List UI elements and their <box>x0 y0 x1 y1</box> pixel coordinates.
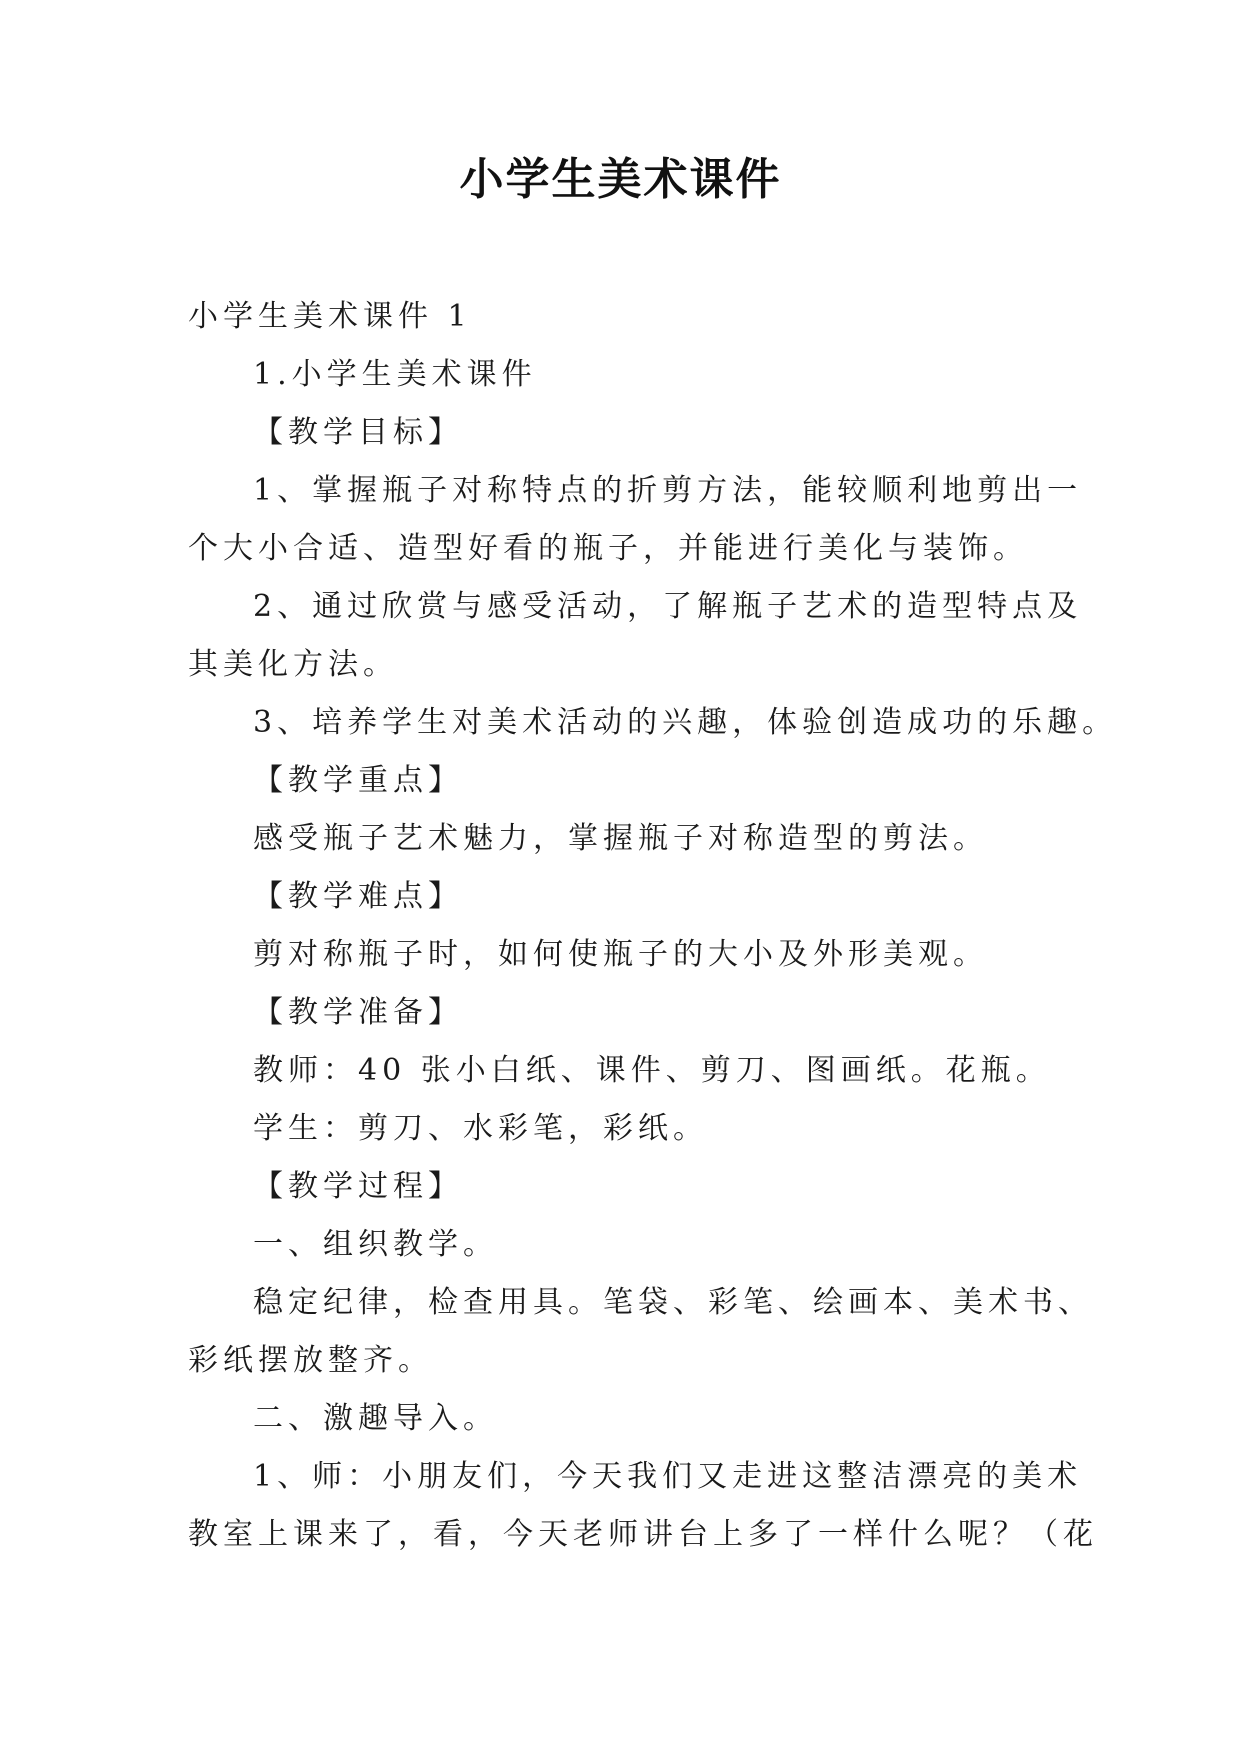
section-heading: 小学生美术课件 1 <box>188 299 472 334</box>
paragraph-line: 一、组织教学。 <box>253 1227 498 1262</box>
paragraph-line: 3、培养学生对美术活动的兴趣，体验创造成功的乐趣。 <box>253 705 1118 740</box>
bracket-heading-objectives: 【教学目标】 <box>253 415 463 450</box>
paragraph-line: 2、通过欣赏与感受活动，了解瓶子艺术的造型特点及 <box>253 589 1083 624</box>
bracket-heading-process: 【教学过程】 <box>253 1169 463 1204</box>
paragraph-line: 教师：40 张小白纸、课件、剪刀、图画纸。花瓶。 <box>253 1053 1051 1088</box>
bracket-heading-difficulties: 【教学难点】 <box>253 879 463 914</box>
paragraph-line: 二、激趣导入。 <box>253 1401 498 1436</box>
bracket-heading-key-points: 【教学重点】 <box>253 763 463 798</box>
paragraph-line: 学生：剪刀、水彩笔，彩纸。 <box>253 1111 708 1146</box>
bracket-heading-preparation: 【教学准备】 <box>253 995 463 1030</box>
paragraph-line: 其美化方法。 <box>188 647 398 682</box>
document-body <box>188 288 1118 1564</box>
paragraph-line: 教室上课来了，看，今天老师讲台上多了一样什么呢？（花 <box>188 1517 1098 1552</box>
paragraph-line: 感受瓶子艺术魅力，掌握瓶子对称造型的剪法。 <box>253 821 988 856</box>
paragraph-line: 个大小合适、造型好看的瓶子，并能进行美化与装饰。 <box>188 531 1028 566</box>
subsection-heading: 1.小学生美术课件 <box>253 357 537 392</box>
paragraph-line: 稳定纪律，检查用具。笔袋、彩笔、绘画本、美术书、 <box>253 1285 1093 1320</box>
paragraph-line: 剪对称瓶子时，如何使瓶子的大小及外形美观。 <box>253 937 988 972</box>
paragraph-line: 1、师：小朋友们，今天我们又走进这整洁漂亮的美术 <box>253 1459 1083 1494</box>
document-title: 小学生美术课件 <box>459 154 782 205</box>
paragraph-line: 1、掌握瓶子对称特点的折剪方法，能较顺利地剪出一 <box>253 473 1083 508</box>
paragraph-line: 彩纸摆放整齐。 <box>188 1343 433 1378</box>
